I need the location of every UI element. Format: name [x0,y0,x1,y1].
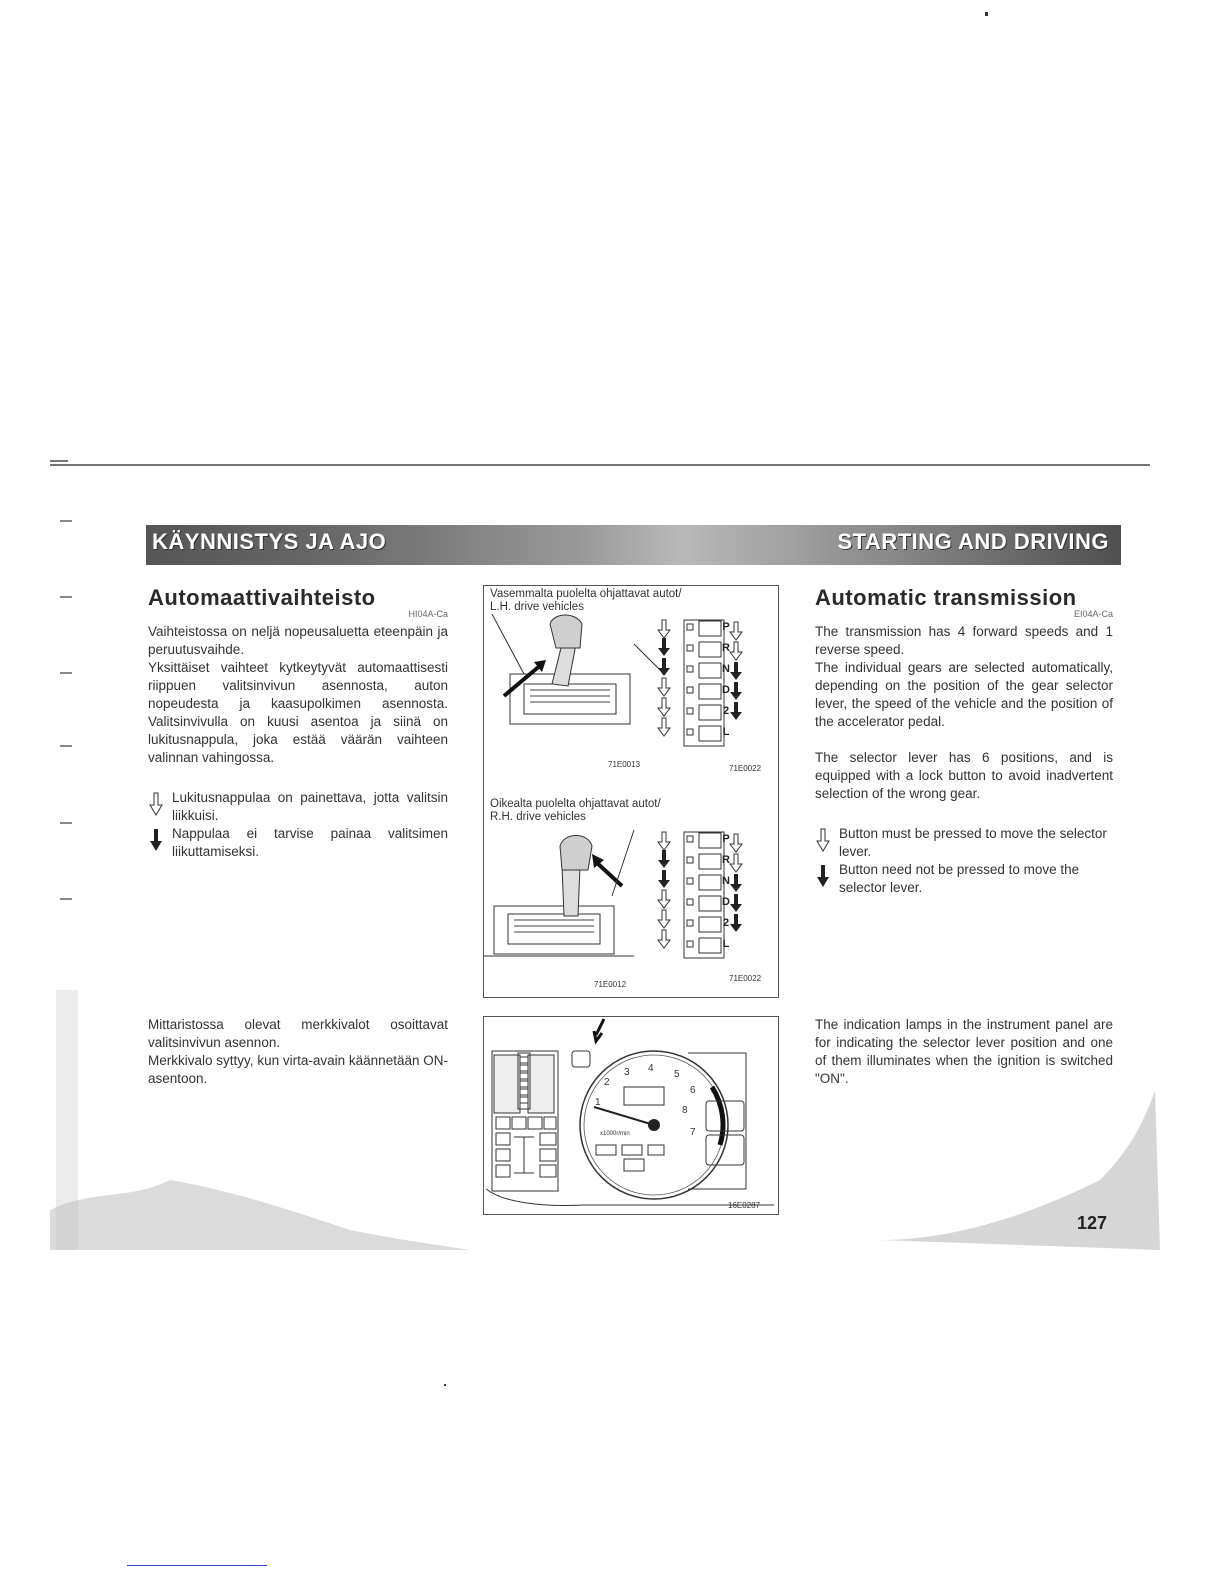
lh-lock-arrows-left [658,620,670,736]
figure-id-instrument: 16E0287 [728,1201,761,1210]
left-column [148,585,448,861]
legend-fi-row-2 [148,825,448,861]
solid-arrow-down-icon [815,861,831,889]
paragraph-en-2: The individual gears are selected automatically, depending on the position of the gear selector lever, the speed of the vehicle and the position of the accelerator pedal. [815,660,1113,729]
rh-gear-letter-n: N [722,875,730,887]
dial-number-1: 1 [595,1097,601,1108]
bottom-rule [127,1565,267,1566]
indicator-fi-1: Mittaristossa olevat merkkivalot osoittavat valitsinvivun asennon. [148,1017,448,1050]
bottom-left-shadow [50,1150,470,1260]
binder-mark [60,898,72,900]
rh-gear-letter-p: P [722,833,730,845]
dial-number-8: 8 [682,1105,688,1116]
legend-en-row-2 [815,861,1113,897]
right-indicator-text [815,1016,1113,1088]
speck [985,12,988,16]
lh-gear-boxes [687,621,721,741]
binder-mark [60,520,72,522]
rh-gear-letter-2: 2 [722,917,730,929]
caption-lh-en: L.H. drive vehicles [490,601,584,613]
legend-fi-text-2: Nappulaa ei tarvise painaa valitsimen liikuttamiseksi. [172,826,448,859]
figure-id-a: 71E0013 [608,760,641,769]
right-column [815,585,1113,897]
paragraph-en-3: The selector lever has 6 positions, and is equipped with a lock button to avoid inadvertent selection of the wrong gear. [815,750,1113,801]
instrument-panel-figure [483,1016,779,1215]
bottom-right-shadow [880,1090,1160,1250]
legend-en-text-2: Button need not be pressed to move the selector lever. [839,862,1080,895]
section-title-en: STARTING AND DRIVING [837,529,1109,554]
paragraph-fi-2: Yksittäiset vaihteet kytkeytyvät automaattisesti riippuen valitsinvivun asennosta, auton nopeudesta ja kaasupolkimen asennosta. Valitsinvivulla on kuusi asentoa ja siinä on lukitusnappula, joka estää väärän vaihteen valinnan vahingossa. [148,660,448,765]
binder-mark [60,745,72,747]
figure-id-d: 71E0022 [729,974,762,983]
caption-lh-fi: Vasemmalta puolelta ohjattavat autot/ [490,588,682,600]
caption-rh [490,798,661,824]
rh-gear-boxes [687,833,721,953]
rh-lock-arrows-left [658,832,670,948]
code-en: EI04A-Ca [1073,609,1113,619]
lh-gear-letter-d: D [722,684,730,696]
rh-gear-indicator [644,830,774,960]
binder-mark [60,672,72,674]
rh-gear-letter-d: D [722,896,730,908]
solid-arrow-down-icon [148,825,164,853]
rh-gear-letter-r: R [722,854,730,866]
legend-fi-row-1 [148,789,448,825]
heading-en: Automatic transmission [815,585,1077,610]
caption-rh-en: R.H. drive vehicles [490,811,586,823]
top-rule [50,464,1150,466]
caption-lh [490,588,682,614]
top-rule-left [50,460,68,462]
legend-fi-text-1: Lukitusnappulaa on painettava, jotta valitsin liikkuisi. [172,790,448,823]
hollow-arrow-down-icon [148,789,164,817]
lh-gear-letter-2: 2 [722,705,730,717]
dial-number-5: 5 [674,1069,680,1080]
dial-unit: x1000r/min [600,1131,630,1137]
left-indicator-text [148,1016,448,1088]
caption-rh-fi: Oikealta puolelta ohjattavat autot/ [490,798,661,810]
binder-mark [60,822,72,824]
legend-en-row-1 [815,825,1113,861]
rh-gear-letter-l: L [722,938,730,950]
section-header-bar [146,525,1121,565]
paragraph-fi-1: Vaihteistossa on neljä nopeusaluetta eteenpäin ja peruutusvaihde. [148,624,448,657]
section-title-fi: KÄYNNISTYS JA AJO [152,529,387,554]
dial-number-6: 6 [690,1085,696,1096]
legend-fi [148,789,448,861]
figure-id-b: 71E0022 [729,764,762,773]
legend-en [815,825,1113,897]
lh-gear-labels [540,597,541,598]
heading-fi: Automaattivaihteisto [148,585,376,610]
code-fi: HI04A-Ca [408,609,448,619]
speck [444,1384,446,1386]
figure-id-c: 71E0012 [594,980,627,989]
lh-gear-letter-n: N [722,663,730,675]
lh-gear-indicator [644,618,774,748]
paragraph-en-1: The transmission has 4 forward speeds and 1 reverse speed. [815,624,1113,657]
dial-number-4: 4 [648,1063,654,1074]
dial-number-3: 3 [624,1067,630,1078]
binder-mark [60,596,72,598]
page-number: 127 [1077,1213,1108,1233]
dial-number-7: 7 [690,1127,696,1138]
indicator-fi-2: Merkkivalo syttyy, kun virta-avain käännetään ON-asentoon. [148,1053,448,1086]
legend-en-text-1: Button must be pressed to move the selector lever. [839,826,1107,859]
hollow-arrow-down-icon [815,825,831,853]
dial-number-2: 2 [604,1077,610,1088]
dial-numbers [484,1017,778,1214]
lh-gear-letter-r: R [722,642,730,654]
lh-gear-letter-l: L [722,726,730,738]
indicator-en: The indication lamps in the instrument panel are for indicating the selector lever position and one of them illuminates when the ignition is switched "ON". [815,1017,1113,1086]
lh-gear-letter-p: P [722,621,730,633]
